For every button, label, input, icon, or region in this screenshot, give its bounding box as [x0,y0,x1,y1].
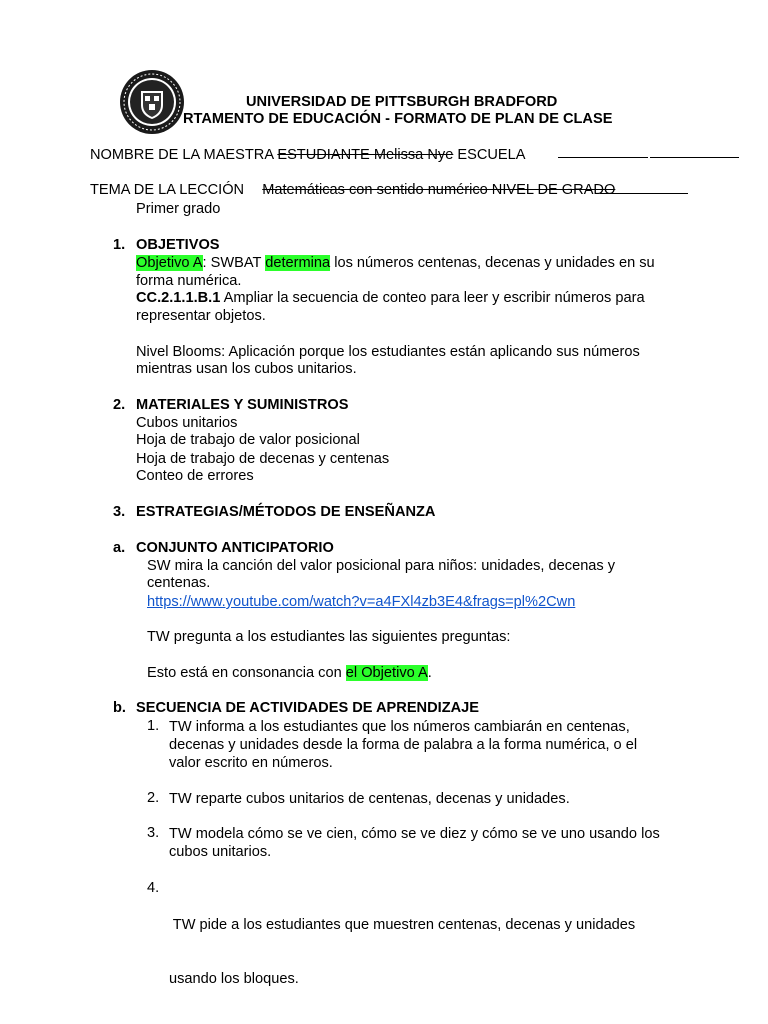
school-blank-line [558,157,648,158]
step-text [169,880,635,1006]
material-item: Cubos unitarios [136,415,238,431]
material-item: Conteo de errores [136,468,254,484]
grade-blank-line [600,193,688,194]
anticipatory-line-2: centenas. [147,575,211,591]
step-line: TW informa a los estudiantes que los números cambiarán en centenas, [169,719,630,735]
university-title: UNIVERSIDAD DE PITTSBURGH BRADFORD [246,94,558,110]
step-line: cubos unitarios. [169,844,272,860]
topic-value-struck: Matemáticas con sentido nu [262,182,444,198]
youtube-link[interactable]: https://www.youtube.com/watch?v=a4FXl4zb3E4&frags=pl%2Cwn [147,594,576,610]
standard-line-2: representar objetos. [136,308,266,324]
teacher-name-row [90,147,526,163]
step-text [169,718,637,772]
department-title: RTAMENTO DE EDUCACIÓN - FORMATO DE PLAN DE CLASE [183,111,613,127]
section-b-letter: b. [113,700,126,716]
standard-code: CC.2.1.1.B.1 [136,290,221,306]
objective-line-1 [136,255,655,271]
section-2-number: 2. [113,397,126,413]
step-number: 4. [147,880,160,896]
objective-a-label: Objetivo A [136,255,203,271]
standard-line-1 [136,290,645,306]
teacher-label: NOMBRE DE LA MAESTRA [90,147,274,163]
objective-colon: : SWBAT [202,255,266,271]
step-line: usando los bloques. [169,971,299,987]
lesson-topic-row [90,182,615,198]
teacher-question-line: TW pregunta a los estudiantes las siguientes preguntas: [147,629,511,645]
section-b-title: SECUENCIA DE ACTIVIDADES DE APRENDIZAJE [136,700,479,716]
section-1-number: 1. [113,237,126,253]
topic-value-rest: mérico NIVEL DE GRADO [443,182,616,198]
section-2-title: MATERIALES Y SUMINISTROS [136,397,349,413]
material-item: Hoja de trabajo de valor posicional [136,432,360,448]
step-number: 2. [147,790,160,806]
alignment-post: . [427,665,432,681]
step-line: TW reparte cubos unitarios de centenas, decenas y unidades. [169,791,570,807]
objective-rest-1: los números centenas, decenas y unidades en su [330,255,655,271]
teacher-name-struck: ESTUDIANTE Melissa Nye [277,147,454,163]
step-line: decenas y unidades desde la forma de palabra a la forma numérica, o el [169,737,638,753]
topic-label: TEMA DE LA LECCIÓN [90,182,245,198]
alignment-objective: el Objetivo A [345,665,428,681]
section-a-title: CONJUNTO ANTICIPATORIO [136,540,334,556]
grade-value: Primer grado [136,201,221,217]
section-1-title: OBJETIVOS [136,237,220,253]
step-line: TW modela cómo se ve cien, cómo se ve diez y cómo se ve uno usando los [169,826,660,842]
school-label: ESCUELA [457,147,526,163]
blooms-line-2: mientras usan los cubos unitarios. [136,361,357,377]
step-line: valor escrito en números. [169,755,333,771]
section-a-letter: a. [113,540,126,556]
step-line: TW pide a los estudiantes que muestren centenas, decenas y unidades [169,917,636,933]
standard-text-1: Ampliar la secuencia de conteo para leer y escribir números para [220,290,645,306]
objective-verb: determina [265,255,331,271]
step-text [169,790,570,808]
alignment-pre: Esto está en consonancia con [147,665,346,681]
school-blank-line-2 [650,157,739,158]
step-number: 3. [147,825,160,841]
blooms-line-1: Nivel Blooms: Aplicación porque los estudiantes están aplicando sus números [136,344,640,360]
alignment-line [147,665,432,681]
material-item: Hoja de trabajo de decenas y centenas [136,451,390,467]
objective-line-2: forma numérica. [136,273,242,289]
step-text [169,825,660,861]
anticipatory-line-1: SW mira la canción del valor posicional para niños: unidades, decenas y [147,558,616,574]
section-3-number: 3. [113,504,126,520]
section-3-title: ESTRATEGIAS/MÉTODOS DE ENSEÑANZA [136,504,436,520]
university-seal-icon [119,69,185,135]
step-number: 1. [147,718,160,734]
